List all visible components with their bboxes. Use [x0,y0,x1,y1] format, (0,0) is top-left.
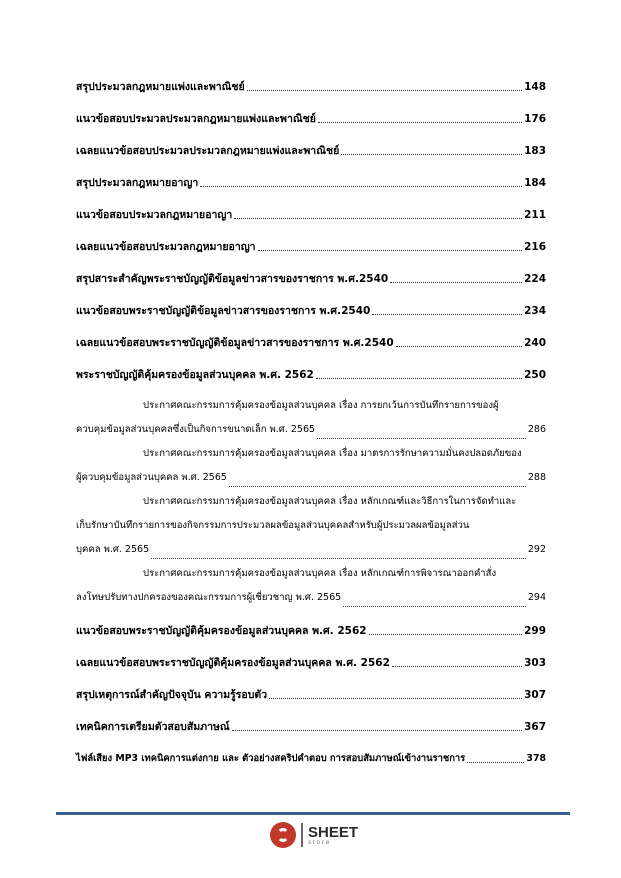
dot-leader [232,729,522,731]
dot-leader [390,281,522,283]
toc-entry-title: สรุปประมวลกฎหมายแพ่งและพาณิชย์ [76,81,245,93]
toc-sub-line: บุคคล พ.ศ. 2565 [76,544,150,555]
toc-entry-page: 216 [524,241,546,253]
dot-leader [392,665,522,667]
toc-entry [76,624,546,638]
toc-entry-page: 211 [524,209,546,221]
toc-entry-page: 250 [524,369,546,381]
toc-sub-line: ประกาศคณะกรรมการคุ้มครองข้อมูลส่วนบุคคล เรื่อง หลักเกณฑ์การพิจารณาออกคำสั่ง [143,568,497,579]
dot-leader [369,633,523,635]
toc-entry-title: แนวข้อสอบพระราชบัญญัติข้อมูลข่าวสารของราชการ พ.ศ.2540 [76,305,371,317]
toc-entry-page: 240 [524,337,546,349]
toc-entry-page: 294 [527,592,546,603]
toc-sub-line: ประกาศคณะกรรมการคุ้มครองข้อมูลส่วนบุคคล เรื่อง มาตรการรักษาความมั่นคงปลอดภัยของ [143,448,522,459]
toc-entry [76,144,546,158]
table-of-contents [76,80,546,784]
toc-entry-title: เฉลยแนวข้อสอบประมวลประมวลกฎหมายแพ่งและพาณิชย์ [76,145,340,157]
toc-entry-page: 183 [524,145,546,157]
toc-sub-entry [76,394,546,442]
logo-icon [270,822,296,848]
toc-entry-page: 299 [524,625,546,637]
dot-leader [151,557,526,559]
dot-leader [343,605,526,607]
toc-entry [76,304,546,318]
toc-entry-title: ไฟล์เสียง MP3 เทคนิคการแต่งกาย และ ตัวอย่างสคริปคำตอบ การสอบสัมภาษณ์เข้างานราชการ [76,753,466,764]
toc-entry-page: 288 [527,472,546,483]
toc-entry-title: สรุปเหตุการณ์สำคัญปัจจุบัน ความรู้รอบตัว [76,689,268,701]
toc-sub-entry [76,442,546,490]
toc-entry-title: เฉลยแนวข้อสอบประมวลกฎหมายอาญา [76,241,256,253]
toc-entry-page: 378 [526,753,546,764]
toc-sub-line: ผู้ควบคุมข้อมูลส่วนบุคคล พ.ศ. 2565 [76,472,227,483]
toc-entry [76,688,546,702]
toc-entry [76,176,546,190]
toc-entry [76,112,546,126]
dot-leader [467,761,524,763]
dot-leader [317,437,526,439]
toc-entry [76,656,546,670]
toc-sub-line: เก็บรักษาบันทึกรายการของกิจกรรมการประมวลผลข้อมูลส่วนบุคคลสำหรับผู้ประมวลผลข้อมูลส่วน [76,520,470,531]
toc-entry-page: 234 [524,305,546,317]
toc-sub-line: ควบคุมข้อมูลส่วนบุคคลซึ่งเป็นกิจการขนาดเล็ก พ.ศ. 2565 [76,424,316,435]
toc-entry-page: 184 [524,177,546,189]
dot-leader [372,313,522,315]
toc-entry-title: แนวข้อสอบพระราชบัญญัติคุ้มครองข้อมูลส่วนบุคคล พ.ศ. 2562 [76,625,367,637]
dot-leader [396,345,522,347]
footer-divider [56,812,570,815]
toc-sub-line: ประกาศคณะกรรมการคุ้มครองข้อมูลส่วนบุคคล เรื่อง การยกเว้นการบันทึกรายการของผู้ [143,400,499,411]
dot-leader [341,153,522,155]
toc-entry-page: 176 [524,113,546,125]
toc-entry-page: 307 [524,689,546,701]
toc-entry-title: แนวข้อสอบประมวลประมวลกฎหมายแพ่งและพาณิชย์ [76,113,316,125]
sheet-store-logo [270,822,358,848]
dot-leader [247,89,522,91]
toc-entry [76,208,546,222]
toc-sub-line: ลงโทษปรับทางปกครองของคณะกรรมการผู้เชี่ยวชาญ พ.ศ. 2565 [76,592,342,603]
toc-sub-entry [76,490,546,562]
dot-leader [258,249,523,251]
logo-sub: store [308,839,332,846]
toc-entry [76,272,546,286]
toc-entry [76,336,546,350]
toc-entry-title: สรุปประมวลกฎหมายอาญา [76,177,199,189]
dot-leader [269,697,522,699]
toc-entry [76,368,546,382]
toc-entry-title: เฉลยแนวข้อสอบพระราชบัญญัติข้อมูลข่าวสารของราชการ พ.ศ.2540 [76,337,394,349]
dot-leader [318,121,522,123]
toc-entry-title: แนวข้อสอบประมวลกฎหมายอาญา [76,209,233,221]
toc-entry-page: 292 [527,544,546,555]
dot-leader [234,217,522,219]
toc-entry-title: พระราชบัญญัติคุ้มครองข้อมูลส่วนบุคคล พ.ศ. 2562 [76,369,314,381]
toc-entry [76,720,546,734]
toc-entry [76,240,546,254]
toc-entry-page: 148 [524,81,546,93]
logo-brand: SHEET [308,823,359,841]
toc-entry-page: 367 [524,721,546,733]
dot-leader [200,185,522,187]
toc-entry-page: 303 [524,657,546,669]
dot-leader [316,377,522,379]
toc-entry-page: 286 [527,424,546,435]
toc-entry-page: 224 [524,273,546,285]
toc-entry-title: เฉลยแนวข้อสอบพระราชบัญญัติคุ้มครองข้อมูลส่วนบุคคล พ.ศ. 2562 [76,657,390,669]
toc-sub-line: ประกาศคณะกรรมการคุ้มครองข้อมูลส่วนบุคคล เรื่อง หลักเกณฑ์และวิธีการในการจัดทำและ [143,496,517,507]
dot-leader [229,485,526,487]
toc-entry [76,80,546,94]
toc-entry [76,752,546,766]
logo-separator [301,823,303,847]
toc-entry-title: สรุปสาระสำคัญพระราชบัญญัติข้อมูลข่าวสารของราชการ พ.ศ.2540 [76,273,389,285]
toc-sub-entry [76,562,546,610]
toc-entry-title: เทคนิคการเตรียมตัวสอบสัมภาษณ์ [76,721,230,733]
